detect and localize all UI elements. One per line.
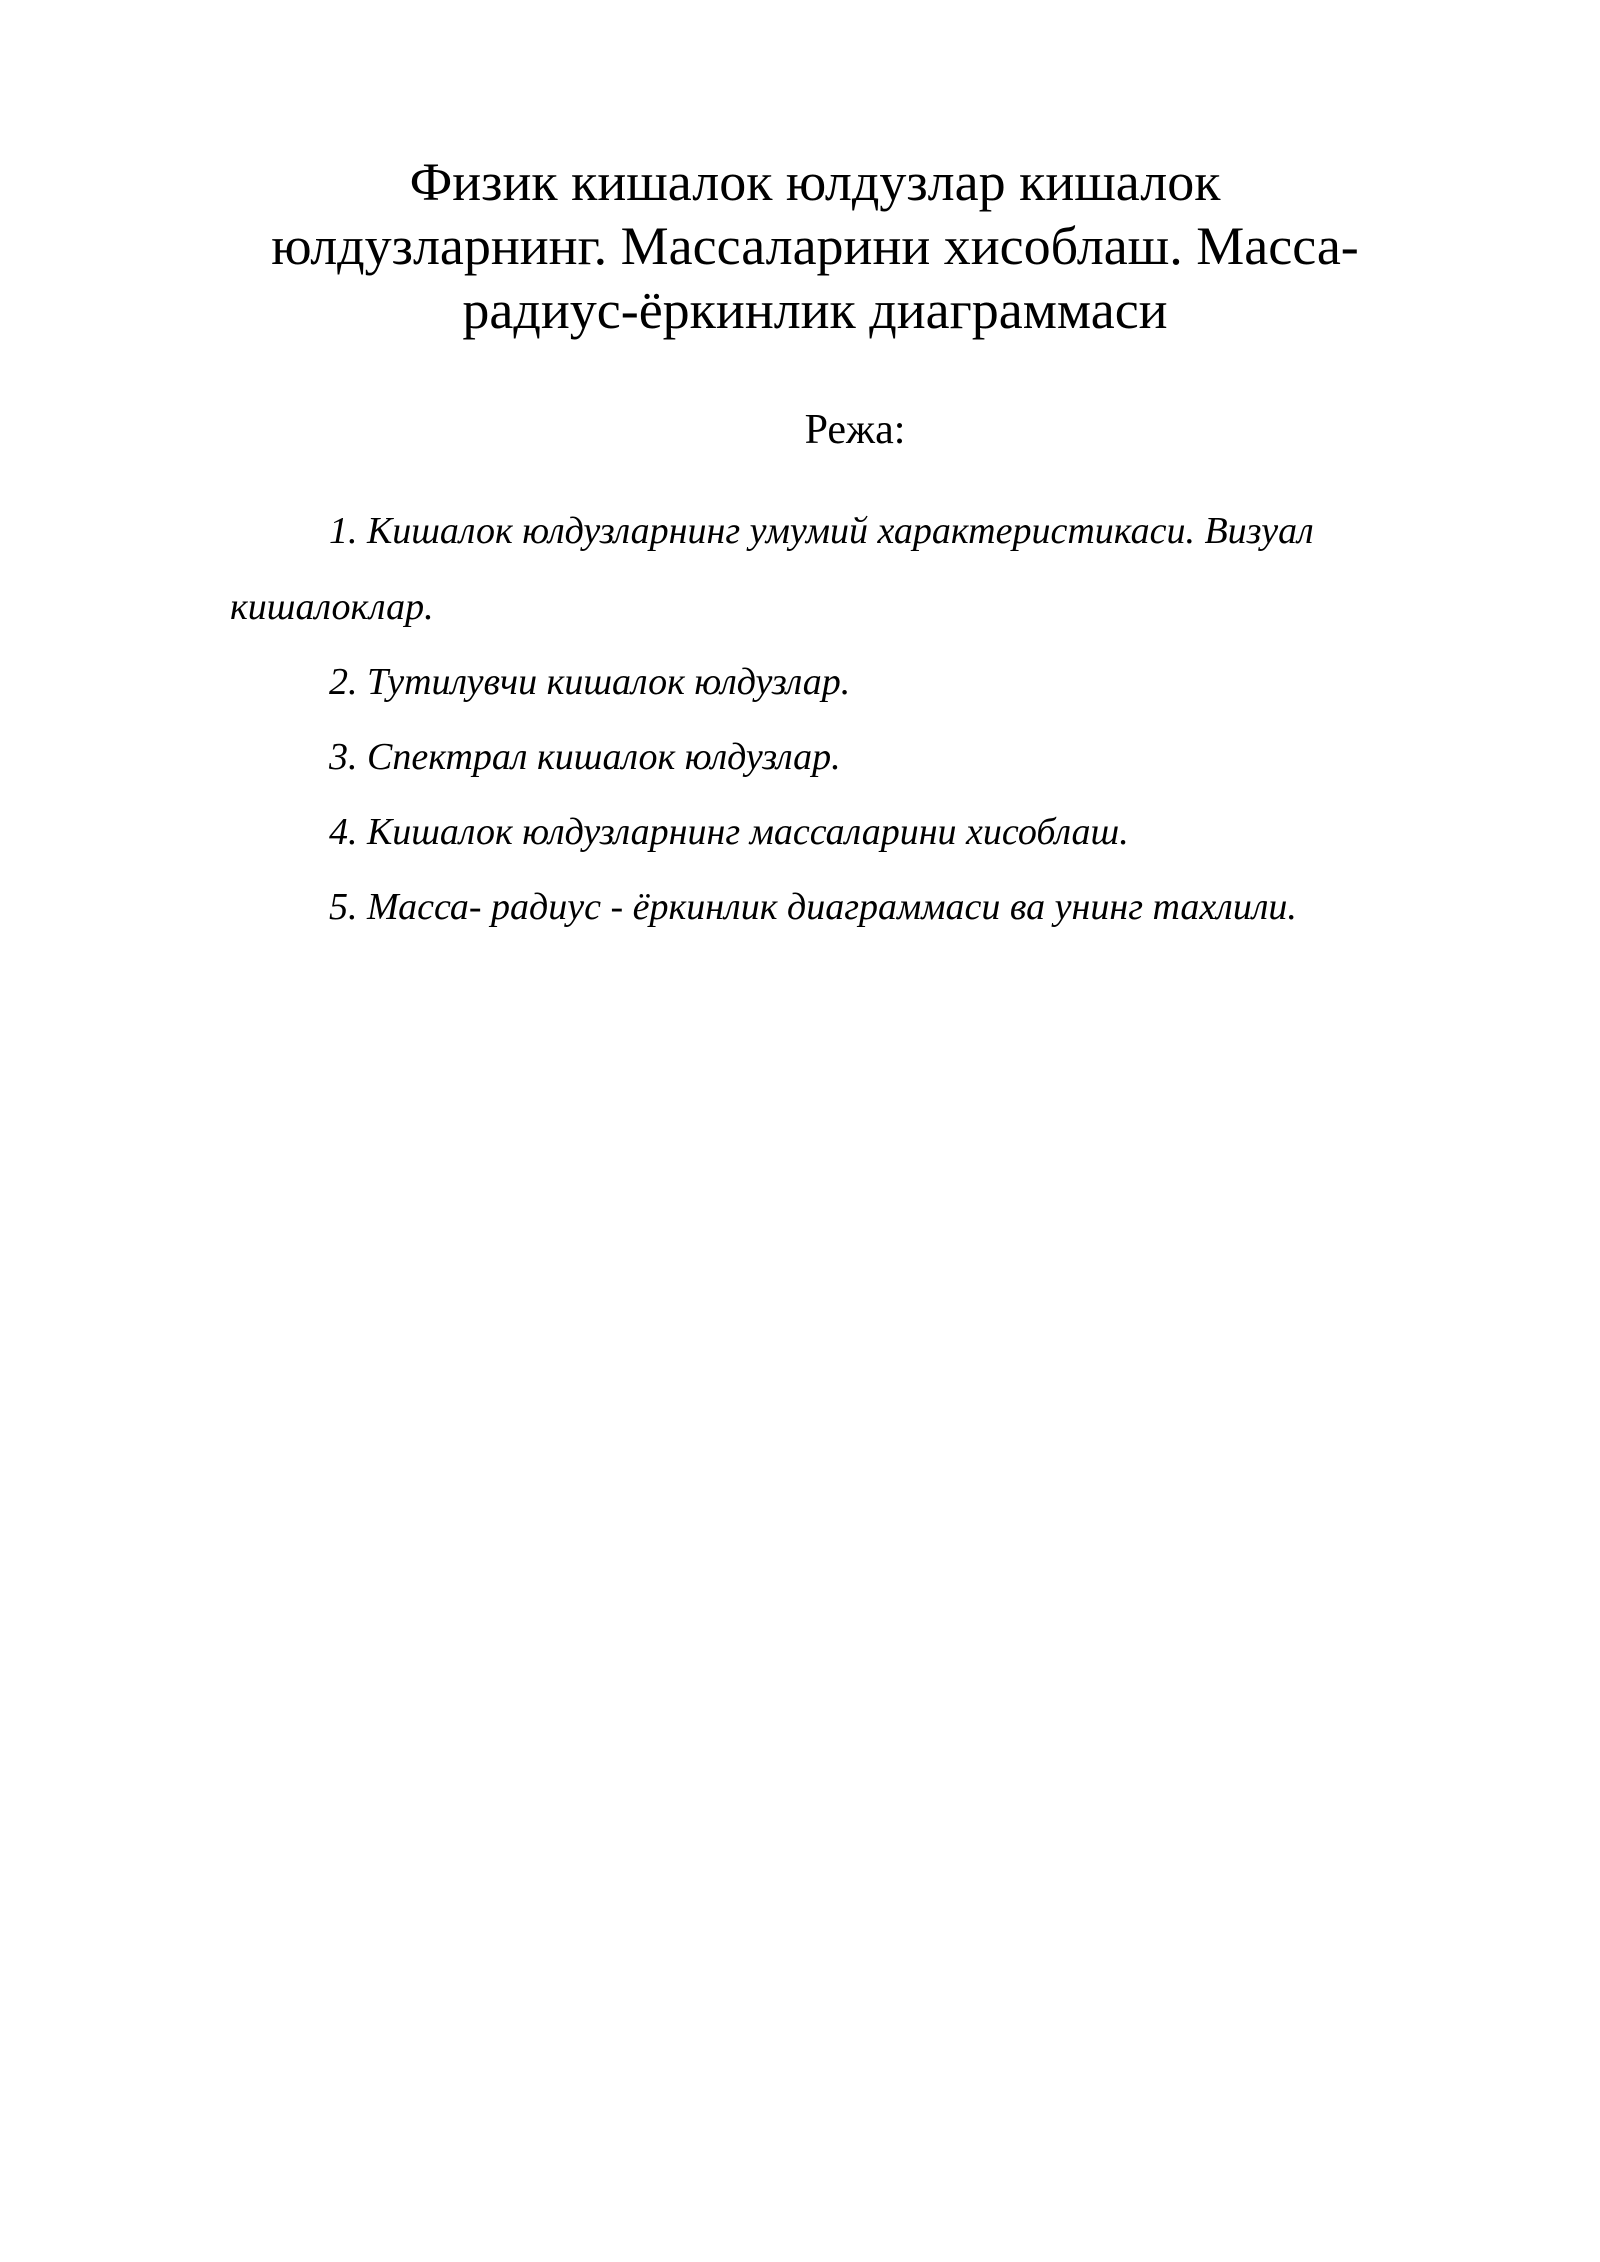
plan-item-text: 1. Кишалок юлдузларнинг умумий характеристикаси. Визуал <box>329 510 1314 552</box>
title-line: Физик кишалок юлдузлар кишалок <box>409 152 1221 212</box>
plan-heading: Режа: <box>804 407 906 453</box>
plan-item <box>329 734 841 780</box>
plan-item <box>230 508 1314 630</box>
plan-item <box>329 884 1297 930</box>
plan-item <box>329 809 1129 855</box>
plan-item-text-continued: кишалоклар. <box>230 586 434 628</box>
plan-item <box>329 659 850 705</box>
plan-item-text: 4. Кишалок юлдузларнинг массаларини хисоблаш. <box>329 811 1129 853</box>
document-title <box>230 150 1400 342</box>
plan-item-text: 2. Тутилувчи кишалок юлдузлар. <box>329 661 851 703</box>
title-line: радиус-ёркинлик диаграммаси <box>462 280 1168 340</box>
title-line: юлдузларнинг. Массаларини хисоблаш. Масса- <box>271 216 1359 276</box>
plan-item-text: 3. Спектрал кишалок юлдузлар. <box>329 736 841 778</box>
plan-item-text: 5. Масса- радиус - ёркинлик диаграммаси ва унинг тахлили. <box>329 886 1297 928</box>
